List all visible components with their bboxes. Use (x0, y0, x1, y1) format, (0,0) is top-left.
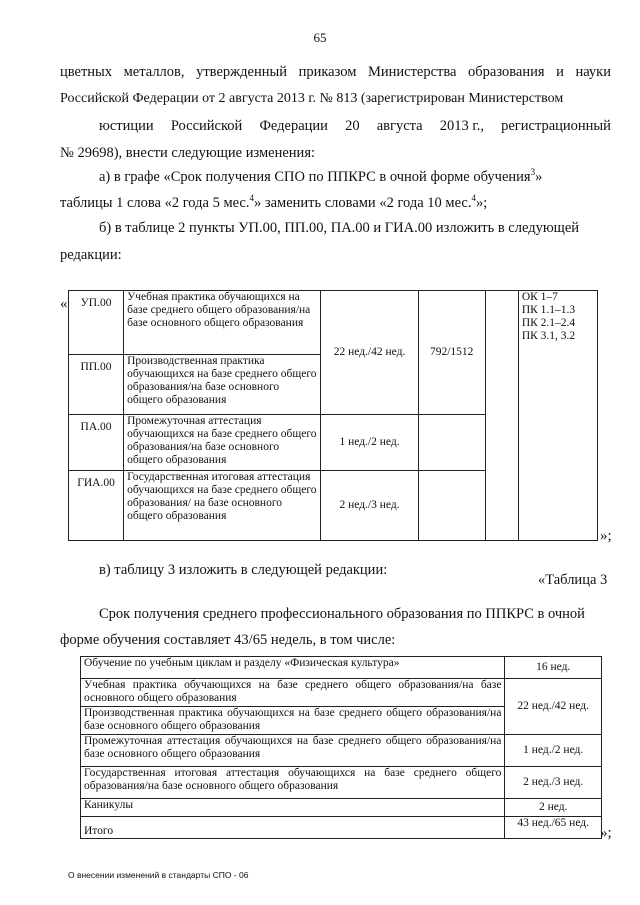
row-label: Обучение по учебным циклам и разделу «Физическая культура» (81, 657, 505, 679)
item-a-text: » заменить словами «2 года 10 мес. (254, 194, 472, 211)
word: и (556, 64, 564, 80)
row-name: Учебная практика обучающихся на базе среднего общего образования/на базе основного общего образования (124, 291, 321, 355)
item-a-text: таблицы 1 слова «2 года 5 мес. (60, 194, 250, 211)
table3-caption: «Таблица 3 (538, 572, 608, 588)
row-label: Государственная итоговая аттестация обучающихся на базе среднего общего образования/на базе основного общего образования (81, 767, 505, 799)
word: Федерации (259, 118, 328, 134)
merged-hours: 792/1512 (418, 291, 485, 415)
paragraph-line-1 (60, 64, 611, 81)
word: 20 (345, 118, 360, 134)
paragraph-line-4: № 29698), внести следующие изменения: (60, 145, 316, 161)
table-row (81, 657, 602, 679)
row-duration: 1 нед./2 нед. (321, 415, 418, 471)
row-value: 2 нед./3 нед. (505, 767, 602, 799)
row-label: Итого (81, 817, 505, 839)
competency: ПК 3.1, 3.2 (521, 330, 576, 342)
row-value: 2 нед. (505, 799, 602, 817)
row-value: 16 нед. (505, 657, 602, 679)
footnote-ref: 4 (471, 193, 476, 203)
table3-quote-close: »; (600, 825, 612, 841)
paragraph-line-2: Российской Федерации от 2 августа 2013 г. № 813 (зарегистрирован Министерством (60, 91, 564, 106)
word: цветных (60, 64, 113, 80)
word: Российской (170, 118, 243, 134)
table-row (81, 679, 602, 707)
page-number: 65 (313, 30, 327, 45)
srok-line-2: форме обучения составляет 43/65 недель, в том числе: (60, 632, 396, 648)
row-label: Каникулы (81, 799, 505, 817)
row-hours (418, 415, 485, 471)
word: утвержденный (196, 64, 287, 80)
word: юстиции (99, 118, 154, 134)
merged-duration: 22 нед./42 нед. (321, 291, 418, 415)
word: августа (376, 118, 423, 134)
blank-column (485, 291, 518, 541)
row-label: Промежуточная аттестация обучающихся на базе среднего общего образования/на базе основного общего образования (81, 735, 505, 767)
row-label: Учебная практика обучающихся на базе среднего общего образования/на базе основного общего образования (81, 679, 505, 707)
merged-value: 22 нед./42 нед. (505, 679, 602, 735)
table-3 (80, 656, 602, 839)
word: металлов, (123, 64, 185, 80)
item-v: в) таблицу 3 изложить в следующей редакции: (99, 562, 388, 578)
footnote-ref: 3 (530, 167, 536, 177)
word: приказом (298, 64, 357, 80)
table-row (81, 817, 602, 839)
table-row (81, 799, 602, 817)
word: науки (575, 64, 611, 80)
srok-line-1: Срок получения среднего профессионального образования по ППКРС в очной (99, 606, 585, 622)
table-row (81, 735, 602, 767)
competency: ПК 1.1–1.3 (521, 304, 576, 316)
row-code: ПА.00 (69, 415, 124, 471)
row-code: ГИА.00 (69, 471, 124, 541)
paragraph-line-3 (99, 118, 611, 135)
word: 2013 г., (439, 118, 484, 134)
word: образования (468, 64, 545, 80)
item-a-end: » (535, 168, 543, 185)
item-a-text: а) в графе «Срок получения СПО по ППКРС в очной форме обучения (99, 168, 531, 185)
item-b-line-2: редакции: (60, 247, 122, 263)
row-label: Производственная практика обучающихся на базе среднего общего образования/на базе основного общего образования (81, 707, 505, 735)
competencies (518, 291, 597, 541)
row-name: Производственная практика обучающихся на базе среднего общего образования/на базе основного общего образования (124, 355, 321, 415)
row-name: Промежуточная аттестация обучающихся на базе среднего общего образования/на базе основного общего образования (124, 415, 321, 471)
item-b-line-1: б) в таблице 2 пункты УП.00, ПП.00, ПА.00 и ГИА.00 изложить в следующей (99, 220, 580, 236)
table2-quote-open: « (60, 296, 68, 312)
word: Министерства (367, 64, 457, 80)
table-2 (68, 290, 598, 541)
table-row (69, 291, 598, 355)
row-value: 1 нед./2 нед. (505, 735, 602, 767)
row-code: ПП.00 (69, 355, 124, 415)
row-code: УП.00 (69, 291, 124, 355)
item-a-text: »; (475, 194, 488, 211)
competency: ПК 2.1–2.4 (521, 317, 576, 329)
footnote-ref: 4 (249, 193, 254, 203)
footer-note: О внесении изменений в стандарты СПО - 06 (68, 870, 249, 880)
competency: ОК 1–7 (521, 291, 558, 303)
row-value: 43 нед./65 нед. (505, 817, 602, 839)
row-name: Государственная итоговая аттестация обучающихся на базе среднего общего образования/ на базе основного общего образования (124, 471, 321, 541)
table2-quote-close: »; (600, 528, 612, 544)
item-a-line-2 (60, 193, 487, 212)
item-a-line-1 (99, 167, 542, 186)
word: регистрационный (501, 118, 611, 134)
row-duration: 2 нед./3 нед. (321, 471, 418, 541)
table-row (81, 767, 602, 799)
row-hours (418, 471, 485, 541)
